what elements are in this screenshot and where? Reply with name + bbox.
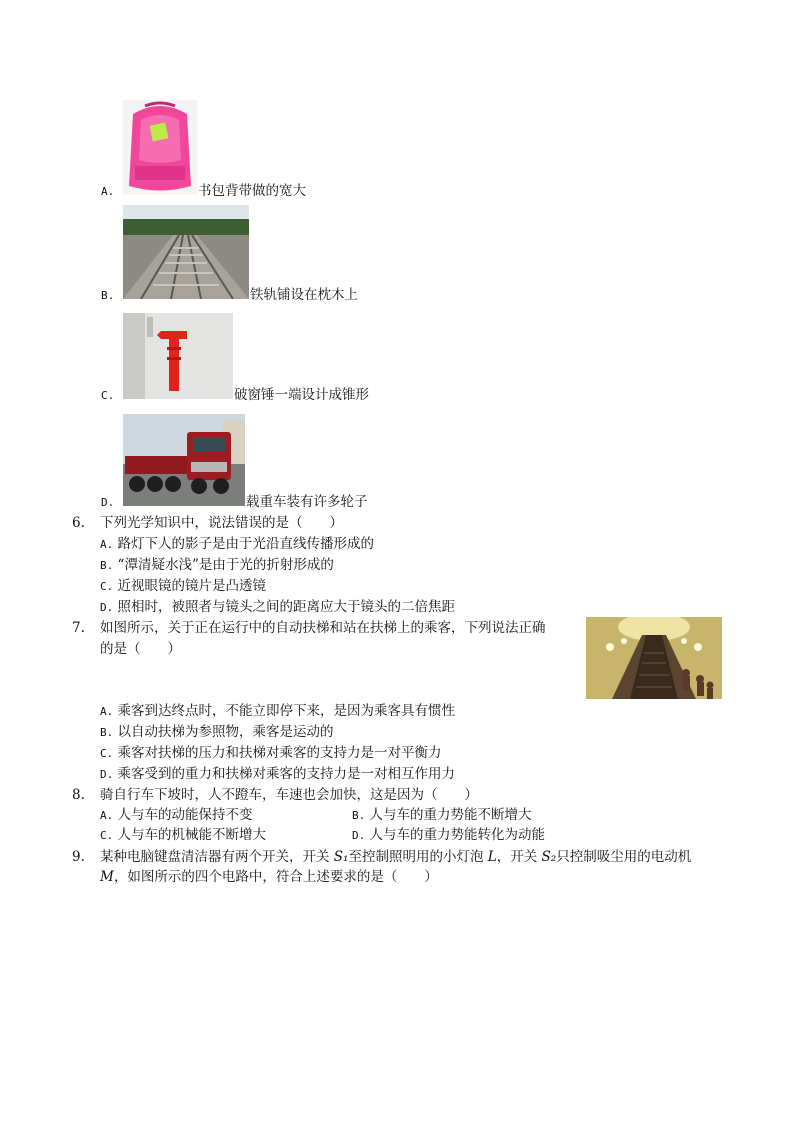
option-row — [100, 577, 266, 596]
question-number: 7. — [72, 620, 85, 636]
option-a-text: 书包背带做的宽大 — [198, 183, 306, 199]
option-letter: D. — [100, 768, 114, 781]
question-stem: 下列光学知识中，说法错误的是（ ） — [100, 515, 343, 531]
option-letter: A. — [101, 185, 115, 198]
option-row — [100, 765, 455, 784]
stem-part: 某种电脑键盘清洁器有两个开关，开关 — [100, 849, 334, 865]
option-text: 人与车的重力势能不断增大 — [369, 807, 532, 823]
option-row — [100, 723, 334, 742]
motor-symbol: M — [100, 869, 114, 885]
option-letter: B. — [352, 809, 366, 822]
option-d-text: 载重车装有许多轮子 — [246, 494, 368, 510]
question-stem-continued — [100, 868, 438, 886]
stem-part: 至控制照明用的小灯泡 — [348, 849, 488, 865]
option-a-row — [101, 182, 114, 201]
question-stem: 如图所示，关于正在运行中的自动扶梯和站在扶梯上的乘客，下列说法正确 — [100, 620, 546, 636]
backpack-image — [123, 100, 197, 195]
hammer-image — [123, 313, 233, 399]
stem-part: 只控制吸尘用的电动机 — [556, 849, 692, 865]
option-letter: B. — [101, 289, 115, 302]
switch-s2-symbol: S₂ — [541, 849, 557, 865]
switch-s1-symbol: S₁ — [333, 849, 349, 865]
option-letter: C. — [100, 580, 114, 593]
option-row — [100, 702, 455, 721]
option-letter: D. — [352, 829, 366, 842]
option-row — [100, 826, 266, 845]
option-row — [100, 556, 334, 575]
option-row — [100, 806, 253, 825]
option-letter: C. — [101, 389, 115, 402]
option-text: 乘客到达终点时，不能立即停下来，是因为乘客具有惯性 — [117, 703, 456, 719]
option-row — [100, 744, 442, 763]
option-text: 人与车的机械能不断增大 — [117, 827, 267, 843]
option-letter: D. — [101, 496, 115, 509]
question-number: 8. — [72, 787, 85, 803]
option-text: 人与车的重力势能转化为动能 — [369, 827, 546, 843]
option-letter: B. — [100, 726, 114, 739]
option-row — [100, 598, 455, 617]
option-text: 乘客对扶梯的压力和扶梯对乘客的支持力是一对平衡力 — [117, 745, 442, 761]
option-letter: C. — [100, 829, 114, 842]
truck-image — [123, 414, 245, 506]
lamp-symbol: L — [487, 849, 497, 865]
question-stem: 骑自行车下坡时，人不蹬车，车速也会加快，这是因为（ ） — [100, 787, 478, 803]
option-text: 照相时，被照者与镜头之间的距离应大于镜头的二倍焦距 — [117, 599, 456, 615]
railway-image — [123, 205, 249, 299]
option-text: 路灯下人的影子是由于光沿直线传播形成的 — [117, 536, 375, 552]
option-text: 近视眼镜的镜片是凸透镜 — [117, 578, 267, 594]
option-text: 乘客受到的重力和扶梯对乘客的支持力是一对相互作用力 — [117, 766, 456, 782]
option-text: “潭清疑水浅”是由于光的折射形成的 — [117, 557, 334, 573]
question-stem — [100, 848, 691, 866]
option-letter: B. — [100, 559, 114, 572]
option-b-text: 铁轨铺设在枕木上 — [250, 287, 358, 303]
option-letter: A. — [100, 538, 114, 551]
option-letter: A. — [100, 809, 114, 822]
question-number: 9. — [72, 849, 85, 865]
option-c-text: 破窗锤一端设计成锥形 — [234, 387, 369, 403]
option-text: 以自动扶梯为参照物，乘客是运动的 — [117, 724, 334, 740]
question-stem-continued: 的是（ ） — [100, 641, 181, 657]
option-row — [100, 535, 374, 554]
option-row — [352, 806, 532, 825]
stem-part: ，如图所示的四个电路中，符合上述要求的是（ ） — [113, 869, 438, 885]
option-letter: A. — [100, 705, 114, 718]
option-letter: D. — [100, 601, 114, 614]
option-letter: C. — [100, 747, 114, 760]
option-text: 人与车的动能保持不变 — [117, 807, 253, 823]
question-number: 6. — [72, 515, 85, 531]
stem-part: ，开关 — [496, 849, 542, 865]
escalator-image — [586, 617, 722, 699]
option-row — [352, 826, 545, 845]
